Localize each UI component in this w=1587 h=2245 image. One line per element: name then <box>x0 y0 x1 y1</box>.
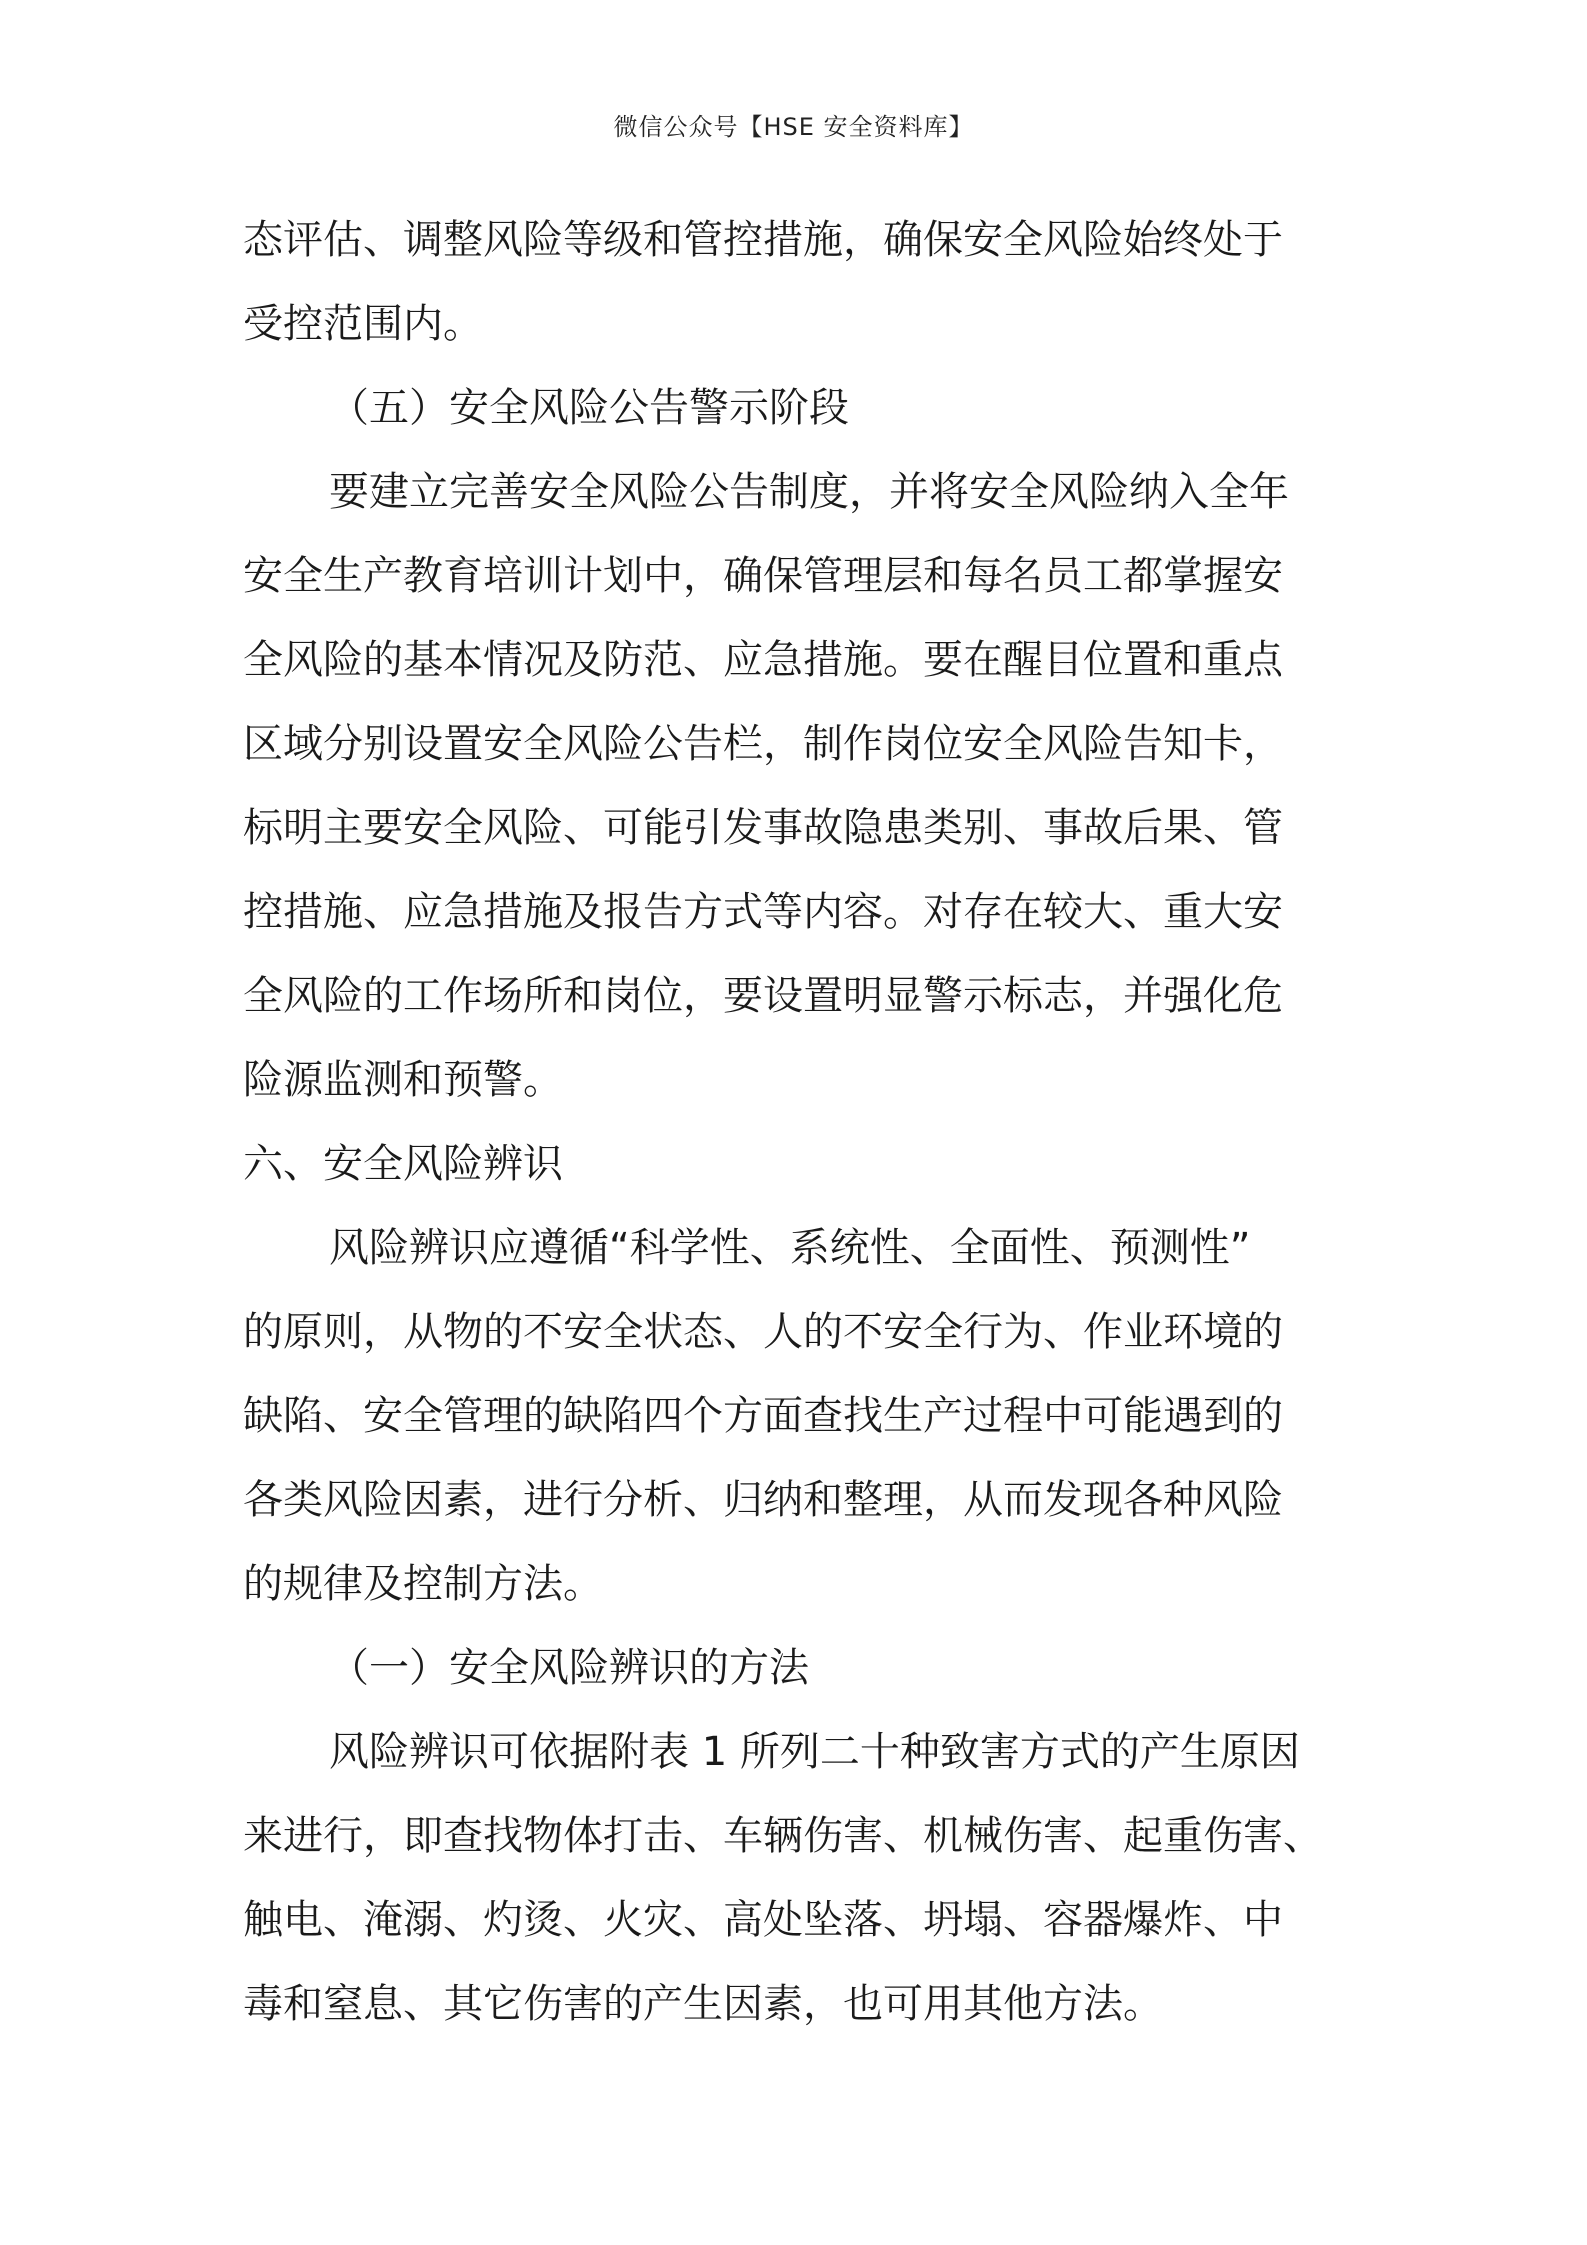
text-line: 态评估、调整风险等级和管控措施，确保安全风险始终处于 <box>243 217 1283 263</box>
text-line: 来进行，即查找物体打击、车辆伤害、机械伤害、起重伤害、 <box>243 1813 1323 1859</box>
text-line: 毒和窒息、其它伤害的产生因素，也可用其他方法。 <box>243 1981 1163 2027</box>
text-line: 各类风险因素，进行分析、归纳和整理，从而发现各种风险 <box>243 1477 1283 1523</box>
text-line: 安全生产教育培训计划中，确保管理层和每名员工都掌握安 <box>243 553 1283 599</box>
text-line: 受控范围内。 <box>243 301 483 347</box>
text-line: 触电、淹溺、灼烫、火灾、高处坠落、坍塌、容器爆炸、中 <box>243 1897 1283 1943</box>
section-heading: 六、安全风险辨识 <box>243 1141 563 1187</box>
text-line: 标明主要安全风险、可能引发事故隐患类别、事故后果、管 <box>243 805 1283 851</box>
text-line: 区域分别设置安全风险公告栏，制作岗位安全风险告知卡， <box>243 721 1283 767</box>
paragraph-first-line: 要建立完善安全风险公告制度，并将安全风险纳入全年 <box>329 469 1289 515</box>
text-line: 全风险的基本情况及防范、应急措施。要在醒目位置和重点 <box>243 637 1283 683</box>
paragraph-first-line: 风险辨识应遵循“科学性、系统性、全面性、预测性” <box>329 1225 1251 1271</box>
text-line: 险源监测和预警。 <box>243 1057 563 1103</box>
subsection-heading: （五）安全风险公告警示阶段 <box>329 385 849 431</box>
text-line: 的规律及控制方法。 <box>243 1561 603 1607</box>
text-line: 缺陷、安全管理的缺陷四个方面查找生产过程中可能遇到的 <box>243 1393 1283 1439</box>
text-line: 控措施、应急措施及报告方式等内容。对存在较大、重大安 <box>243 889 1283 935</box>
text-line: 全风险的工作场所和岗位，要设置明显警示标志，并强化危 <box>243 973 1283 1019</box>
page-header: 微信公众号【HSE 安全资料库】 <box>613 113 974 141</box>
text-line: 的原则，从物的不安全状态、人的不安全行为、作业环境的 <box>243 1309 1283 1355</box>
subsection-heading: （一）安全风险辨识的方法 <box>329 1645 809 1691</box>
body-text <box>243 198 1355 2046</box>
paragraph-first-line: 风险辨识可依据附表 1 所列二十种致害方式的产生原因 <box>329 1729 1300 1775</box>
